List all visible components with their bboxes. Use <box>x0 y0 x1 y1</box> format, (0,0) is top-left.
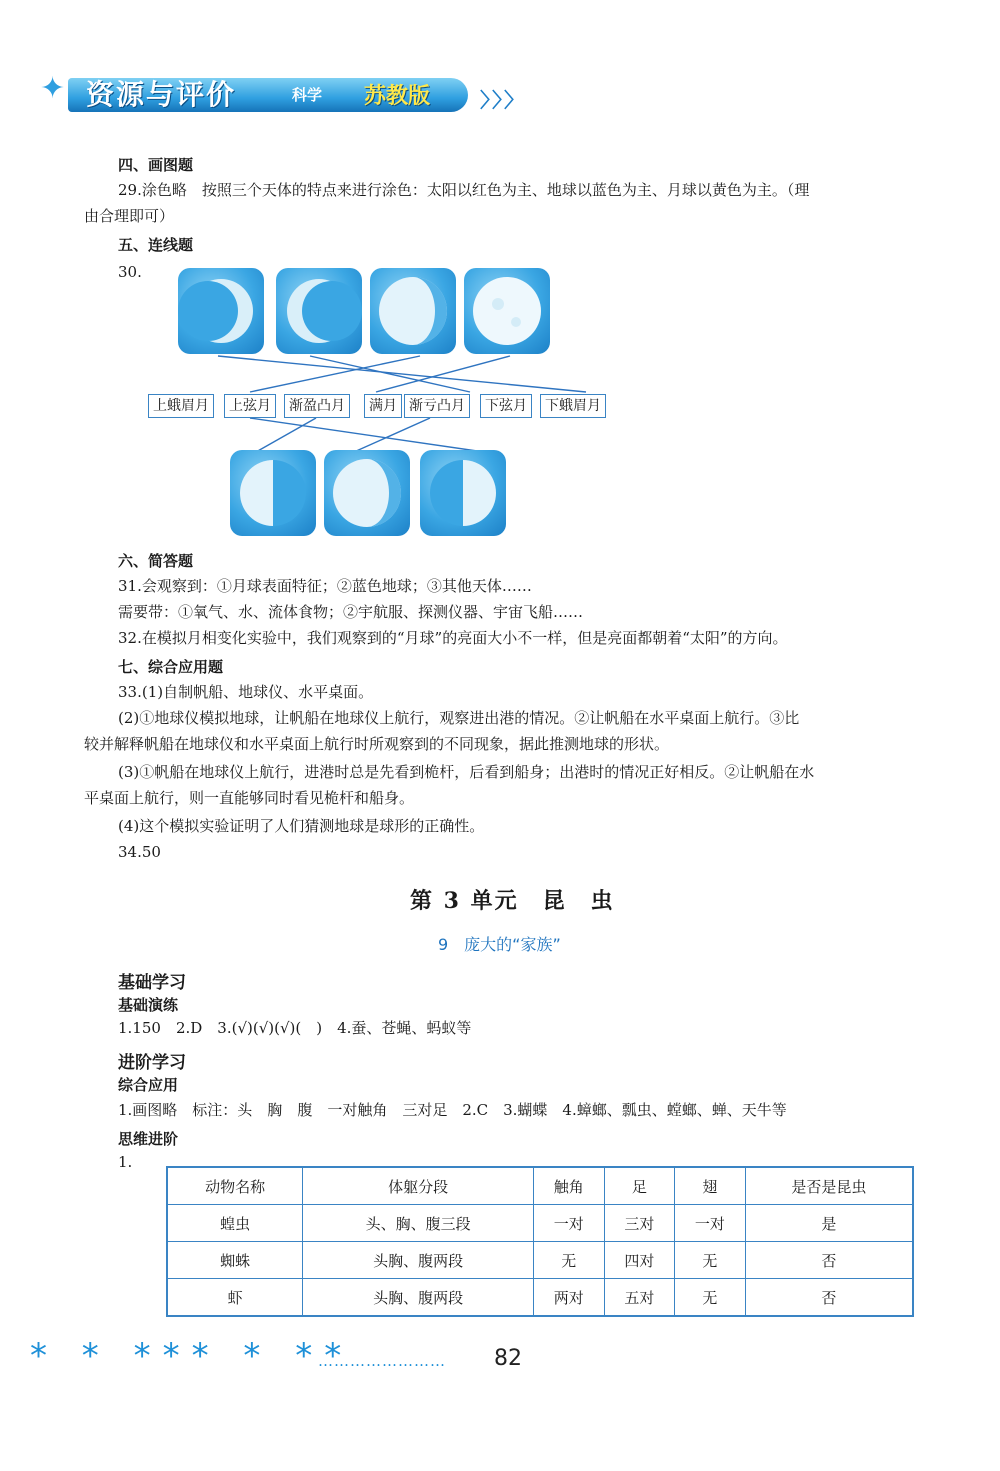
table-cell: 无 <box>675 1242 746 1279</box>
gibbous-icon <box>370 268 456 354</box>
phase-box-1: 上蛾眉月 <box>148 394 214 418</box>
unit-title: 第 3 单元 昆 虫 <box>410 888 615 914</box>
moon-tile-6 <box>324 450 410 536</box>
basic-practice-heading: 基础演练 <box>118 996 179 1014</box>
q33-part2-line2: 较并解释帆船在地球仪和水平桌面上航行时所观察到的不同现象，据此推测地球的形状。 <box>84 735 670 753</box>
section-6-title: 六、简答题 <box>118 552 194 570</box>
q31-line2: 需要带：①氧气、水、流体食物；②宇航服、探测仪器、宇宙飞船…… <box>118 603 584 621</box>
phase-box-6: 下弦月 <box>480 394 532 418</box>
table-header-row <box>167 1167 913 1205</box>
phase-box-5: 渐亏凸月 <box>404 394 470 418</box>
thinking-heading: 思维进阶 <box>118 1130 179 1148</box>
table-cell: 头、胸、腹三段 <box>303 1205 534 1242</box>
book-title: 资源与评价 <box>86 78 237 111</box>
half-moon-icon <box>420 450 506 536</box>
q32: 32.在模拟月相变化实验中，我们观察到的“月球”的亮面大小不一样，但是亮面都朝着“太阳”的方向。 <box>118 629 788 647</box>
basic-study-heading: 基础学习 <box>118 973 186 993</box>
decorative-stars-icon: * * *** * ** <box>30 1336 354 1376</box>
gibbous-icon <box>324 450 410 536</box>
edition-label: 苏教版 <box>364 84 431 109</box>
col-header: 是否是昆虫 <box>745 1167 913 1205</box>
q29-line2: 由合理即可） <box>84 207 175 225</box>
col-header: 动物名称 <box>167 1167 303 1205</box>
col-header: 翅 <box>675 1167 746 1205</box>
chevrons-icon: 〉〉〉 <box>480 88 526 112</box>
q33-part3-line2: 平桌面上航行，则一直能够同时看见桅杆和船身。 <box>84 789 415 807</box>
q31-line1: 31.会观察到：①月球表面特征；②蓝色地球；③其他天体…… <box>118 577 532 595</box>
table-cell: 五对 <box>604 1279 675 1317</box>
q33-part2-line1: (2)①地球仪模拟地球，让帆船在地球仪上航行，观察进出港的情况。②让帆船在水平桌面上航行。③比 <box>118 709 800 727</box>
basic-answers: 1.150 2.D 3.(√)(√)(√)( ) 4.蚕、苍蝇、蚂蚁等 <box>118 1019 472 1037</box>
q33-part3-line1: (3)①帆船在地球仪上航行，进港时总是先看到桅杆，后看到船身；出港时的情况正好相反。②让帆船在水 <box>118 763 815 781</box>
table-cell: 三对 <box>604 1205 675 1242</box>
waxing-crescent-icon <box>178 268 264 354</box>
table-cell: 蜘蛛 <box>167 1242 303 1279</box>
q34: 34.50 <box>118 843 161 861</box>
section-5-title: 五、连线题 <box>118 236 194 254</box>
insect-comparison-table <box>166 1166 914 1317</box>
phase-box-7: 下蛾眉月 <box>540 394 606 418</box>
section-7-title: 七、综合应用题 <box>118 658 224 676</box>
table-cell: 虾 <box>167 1279 303 1317</box>
table-cell: 头胸、腹两段 <box>303 1279 534 1317</box>
q29-line1: 29.涂色略 按照三个天体的特点来进行涂色：太阳以红色为主、地球以蓝色为主、月球以黄色为主。（理 <box>118 181 810 199</box>
phase-box-3: 渐盈凸月 <box>284 394 350 418</box>
col-header: 体躯分段 <box>303 1167 534 1205</box>
q33-part1: 33.(1)自制帆船、地球仪、水平桌面。 <box>118 683 374 701</box>
q30-label: 30. <box>118 263 142 281</box>
moon-tile-4 <box>464 268 550 354</box>
table-cell: 一对 <box>675 1205 746 1242</box>
moon-tile-2 <box>276 268 362 354</box>
col-header: 触角 <box>534 1167 605 1205</box>
half-moon-icon <box>230 450 316 536</box>
moon-matching-diagram <box>0 0 1000 560</box>
waning-crescent-icon <box>276 268 362 354</box>
table-row <box>167 1279 913 1317</box>
lesson-title: 9 庞大的“家族” <box>438 935 561 954</box>
table-cell: 否 <box>745 1279 913 1317</box>
phase-box-2: 上弦月 <box>224 394 276 418</box>
table-cell: 否 <box>745 1242 913 1279</box>
star-logo-icon: ✦ <box>40 71 66 106</box>
table-cell: 无 <box>534 1242 605 1279</box>
table-cell: 一对 <box>534 1205 605 1242</box>
advanced-study-heading: 进阶学习 <box>118 1053 186 1073</box>
comprehensive-answers: 1.画图略 标注：头 胸 腹 一对触角 三对足 2.C 3.蝴蝶 4.蟑螂、瓢虫、螳螂、蝉、天牛等 <box>118 1101 787 1119</box>
moon-tile-3 <box>370 268 456 354</box>
full-moon-icon <box>464 268 550 354</box>
col-header: 足 <box>604 1167 675 1205</box>
table-row <box>167 1205 913 1242</box>
moon-tile-1 <box>178 268 264 354</box>
moon-tile-5 <box>230 450 316 536</box>
table-cell: 是 <box>745 1205 913 1242</box>
table-cell: 两对 <box>534 1279 605 1317</box>
leader-dots: …………………… <box>318 1352 446 1370</box>
moon-tile-7 <box>420 450 506 536</box>
table-cell: 蝗虫 <box>167 1205 303 1242</box>
page-number: 82 <box>494 1346 522 1371</box>
table-cell: 头胸、腹两段 <box>303 1242 534 1279</box>
thinking-q1: 1. <box>118 1153 133 1171</box>
phase-box-4: 满月 <box>364 394 402 418</box>
table-cell: 无 <box>675 1279 746 1317</box>
comprehensive-heading: 综合应用 <box>118 1076 179 1094</box>
subject-label: 科学 <box>292 86 323 104</box>
q33-part4: (4)这个模拟实验证明了人们猜测地球是球形的正确性。 <box>118 817 485 835</box>
section-4-title: 四、画图题 <box>118 156 194 174</box>
table-cell: 四对 <box>604 1242 675 1279</box>
table-row <box>167 1242 913 1279</box>
